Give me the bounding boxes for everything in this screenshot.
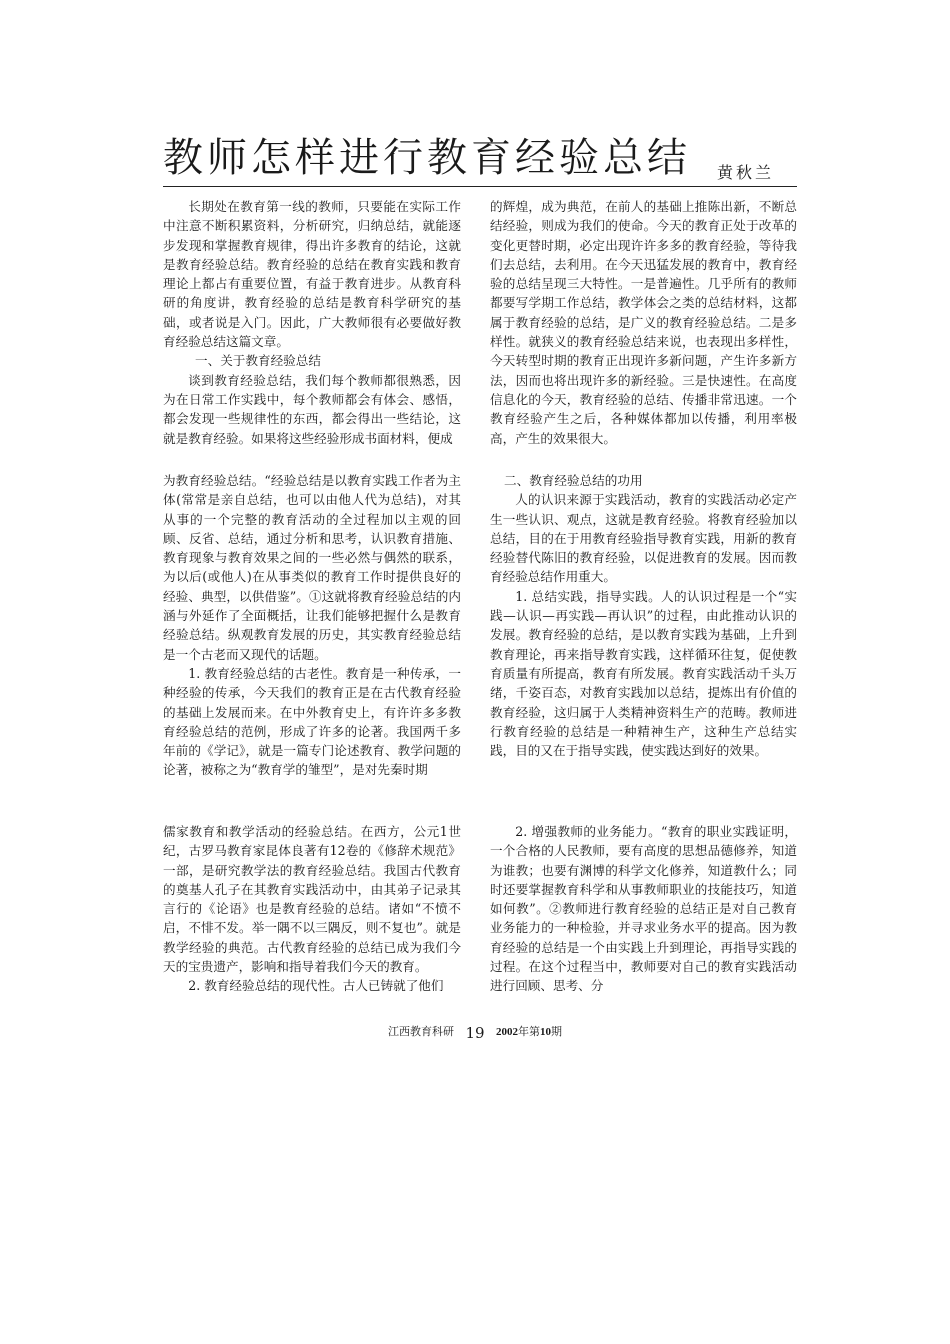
definition-paragraph: 为教育经验总结。“经验总结是以教育实践工作者为主体(常常是亲自总结，也可以由他人代为总结)，对其从事的一个完整的教育活动的全过程加以主观的回顾、反省、总结，通过分析和思考，认识教育措施、教育现象与教育效果之间的一些必然与偶然的联系，为以后(或他人)在从事类似的教育工作时提供良好的经验、典型，以供借鉴”。①这就将教育经验总结的内涵与外延作了全面概括，让我们能够把握什么是教育经验总结。纵观教育发展的历史，其实教育经验总结是一个古老而又现代的话题。	[163, 473, 461, 662]
block2-right-column	[490, 471, 797, 760]
issue-year-suffix: 年第	[518, 1025, 541, 1038]
section-heading-1: 一、关于教育经验总结	[195, 353, 321, 369]
ancient-paragraph-cont: 儒家教育和教学活动的经验总结。在西方，公元1世纪，古罗马教育家昆体良著有12卷的《修辞术规范》一部，是研究教学法的教育经验总结。我国古代教育的奠基人孔子在其教育实践活动中，由其弟子记录其言行的《论语》也是教育经验的总结。诸如“不愤不启，不悱不发。举一隅不以三隅反，则不复也”。就是教学经验的典范。古代教育经验的总结已成为我们今天的宝贵遗产，影响和指导着我们今天的教育。	[163, 824, 461, 975]
practice-paragraph: 1. 总结实践，指导实践。人的认识过程是一个“实践—认识—再实践—再认识”的过程，由此推动认识的发展。教育经验的总结，是以教育实践为基础，上升到教育理论，再来指导教育实践，这样循环往复，促使教育质量有所提高，教育有所发展。教育实践活动千头万绪，千姿百态，对教育实践加以总结，提炼出有价值的教育经验，这归属于人类精神资料生产的范畴。教师进行教育经验的总结是一种精神生产，这种生产总结实践，目的又在于指导实践，使实践达到好的效果。	[490, 588, 797, 759]
ability-paragraph: 2. 增强教师的业务能力。“教育的职业实践证明，一个合格的人民教师，要有高度的思想品德修养，知道为谁教；也要有渊博的科学文化修养，知道教什么；同时还要掌握教育科学和从事教师职业的技能技巧，知道如何教”。②教师进行教育经验的总结正是对自己教育业务能力的一种检验，并寻求业务水平的提高。因为教育经验的总结是一个由实践上升到理论，再指导实践的过程。在这个过程当中，教师要对自己的教育实践活动进行回顾、思考、分	[490, 824, 797, 994]
page-footer	[0, 1020, 950, 1042]
title-rule	[163, 186, 797, 187]
block3-right-column	[490, 822, 797, 996]
issue-year: 2002	[496, 1026, 519, 1038]
block1-right-column	[490, 197, 797, 448]
block1-left-column	[163, 197, 461, 448]
function-intro-paragraph: 人的认识来源于实践活动，教育的实践活动必定产生一些认识、观点，这就是教育经验。将教育经验加以总结，目的在于用教育经验指导教育实践，用新的教育经验替代陈旧的教育经验，以促进教育的发展。因而教育经验总结作用重大。	[490, 492, 797, 585]
issue-number: 10	[540, 1026, 552, 1038]
journal-name: 江西教育科研	[387, 1025, 454, 1038]
block3-left-column	[163, 822, 461, 996]
section1-paragraph-start: 谈到教育经验总结，我们每个教师都很熟悉，因为在日常工作实践中，每个教师都会有体会、感悟，都会发现一些规律性的东西，都会得出一些结论，这就是教育经验。如果将这些经验形成书面材料，便成	[163, 372, 461, 446]
block2-left-column	[163, 471, 461, 780]
ancient-paragraph-start: 1. 教育经验总结的古老性。教育是一种传承，一种经验的传承，今天我们的教育正是在古代教育经验的基础上发展而来。在中外教育史上，有许许多多教育经验总结的范例，形成了许多的论著。我国两千多年前的《学记》，就是一篇专门论述教育、教学问题的论著，被称之为“教育学的雏型”，是对先秦时期	[163, 665, 461, 778]
section-heading-2: 二、教育经验总结的功用	[504, 473, 643, 488]
intro-paragraph: 长期处在教育第一线的教师，只要能在实际工作中注意不断积累资料，分析研究，归纳总结，就能逐步发现和掌握教育规律，得出许多教育的结论，这就是教育经验总结。教育经验的总结在教育实践和教育理论上都占有重要位置，有益于教育进步。从教育科研的角度讲，教育经验的总结是教育科学研究的基础，或者说是入门。因此，广大教师很有必要做好教育经验总结这篇文章。	[163, 199, 461, 350]
article-author: 黄秋兰	[717, 163, 775, 182]
article-title: 教师怎样进行教育经验总结	[163, 135, 691, 181]
modernity-paragraph-cont: 的辉煌，成为典范，在前人的基础上推陈出新，不断总结经验，则成为我们的使命。今天的教育正处于改革的变化更替时期，必定出现许许多多的教育经验，等待我们去总结，去利用。在今天迅猛发展的教育中，教育经验的总结呈现三大特性。一是普遍性。几乎所有的教师都要写学期工作总结，教学体会之类的总结材料，这都属于教育经验的总结，是广义的教育经验总结。二是多样性。就狭义的教育经验总结来说，也表现出多样性，今天转型时期的教育正出现许多新问题，产生许多新方法，因而也将出现许多的新经验。三是快速性。在高度信息化的今天，教育经验的总结、传播非常迅速。一个教育经验产生之后，各种媒体都加以传播，利用率极高，产生的效果很大。	[490, 199, 797, 446]
issue-suffix: 期	[551, 1025, 563, 1038]
modernity-paragraph-start: 2. 教育经验总结的现代性。古人已铸就了他们	[188, 978, 444, 994]
page-number: 19	[465, 1024, 485, 1042]
